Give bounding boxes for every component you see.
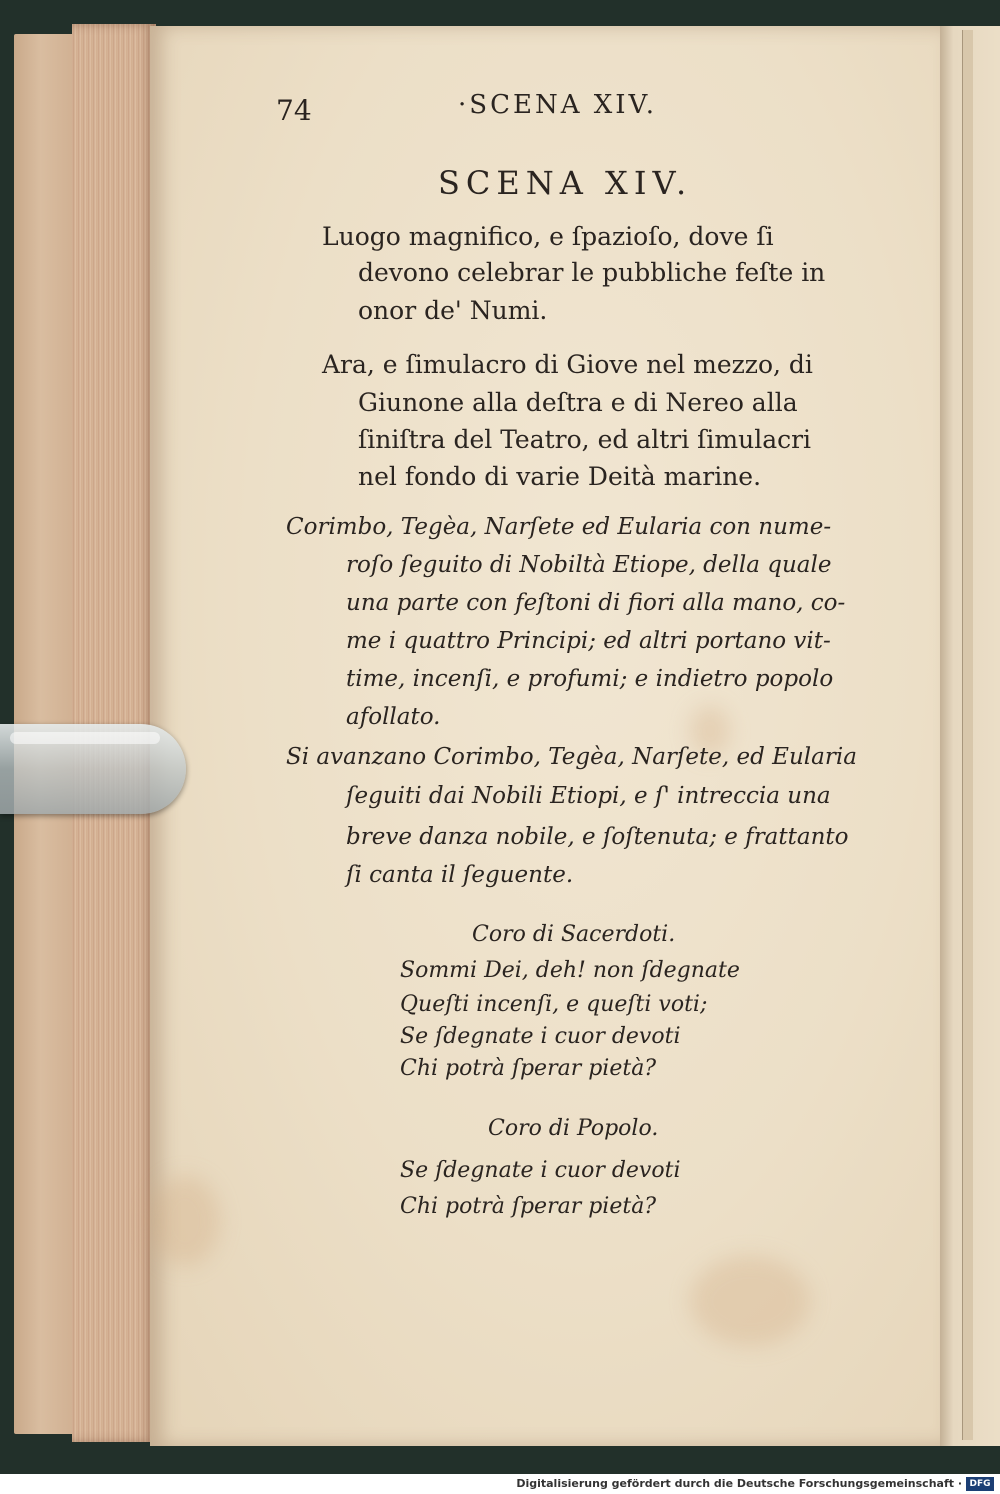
running-head: ·SCENA XIV. — [458, 90, 658, 120]
verse-line: Se ſdegnate i cuor devoti — [400, 1024, 681, 1049]
characters-line: time, incenſi, e profumi; e indietro popolo — [346, 666, 834, 692]
characters-line: me i quattro Principi; ed altri portano vit- — [346, 628, 831, 654]
clip-highlight — [10, 732, 160, 744]
characters-line: afollato. — [346, 704, 441, 730]
altar-line: ſiniſtra del Teatro, ed altri ſimulacri — [358, 425, 812, 454]
action-line: ſi canta il ſeguente. — [346, 862, 574, 888]
verse-line: Chi potrà ſperar pietà? — [400, 1194, 657, 1219]
action-line: Si avanzano Corimbo, Tegèa, Narſete, ed Eularia — [286, 744, 857, 770]
page-number: 74 — [276, 94, 312, 127]
verse-line: Queſti incenſi, e queſti voti; — [400, 992, 708, 1017]
scene-title: SCENA XIV. — [438, 164, 693, 202]
characters-line: Corimbo, Tegèa, Narſete ed Eularia con nume- — [286, 514, 832, 540]
chorus-heading: Coro di Popolo. — [488, 1116, 659, 1141]
verse-line: Sommi Dei, deh! non ſdegnate — [400, 958, 740, 983]
funding-credit: Digitalisierung gefördert durch die Deutsche Forschungsgemeinschaft · — [516, 1477, 962, 1490]
verse-line: Se ſdegnate i cuor devoti — [400, 1158, 681, 1183]
setting-line: onor de' Numi. — [358, 296, 548, 325]
action-line: ſeguiti dai Nobili Etiopi, e ſ' intreccia una — [346, 783, 831, 809]
setting-line: devono celebrar le pubbliche feſte in — [358, 258, 826, 287]
setting-line: Luogo magnifico, e ſpazioſo, dove ſi — [322, 222, 774, 251]
action-line: breve danza nobile, e ſoſtenuta; e frattanto — [346, 824, 849, 850]
chorus-heading: Coro di Sacerdoti. — [472, 922, 676, 947]
characters-line: una parte con feſtoni di fiori alla mano, co- — [346, 590, 846, 616]
page-clip — [0, 724, 186, 814]
adjacent-page-edge — [962, 30, 973, 1440]
digitization-footer — [0, 1474, 1000, 1494]
altar-line: Ara, e ſimulacro di Giove nel mezzo, di — [322, 350, 813, 379]
dfg-logo: DFG — [966, 1477, 994, 1491]
characters-line: roſo ſeguito di Nobiltà Etiope, della quale — [346, 552, 832, 578]
verse-line: Chi potrà ſperar pietà? — [400, 1056, 657, 1081]
altar-line: nel fondo di varie Deità marine. — [358, 462, 762, 491]
paper-stain — [690, 1256, 810, 1346]
altar-line: Giunone alla deſtra e di Nereo alla — [358, 388, 798, 417]
paper-stain — [150, 1176, 220, 1266]
